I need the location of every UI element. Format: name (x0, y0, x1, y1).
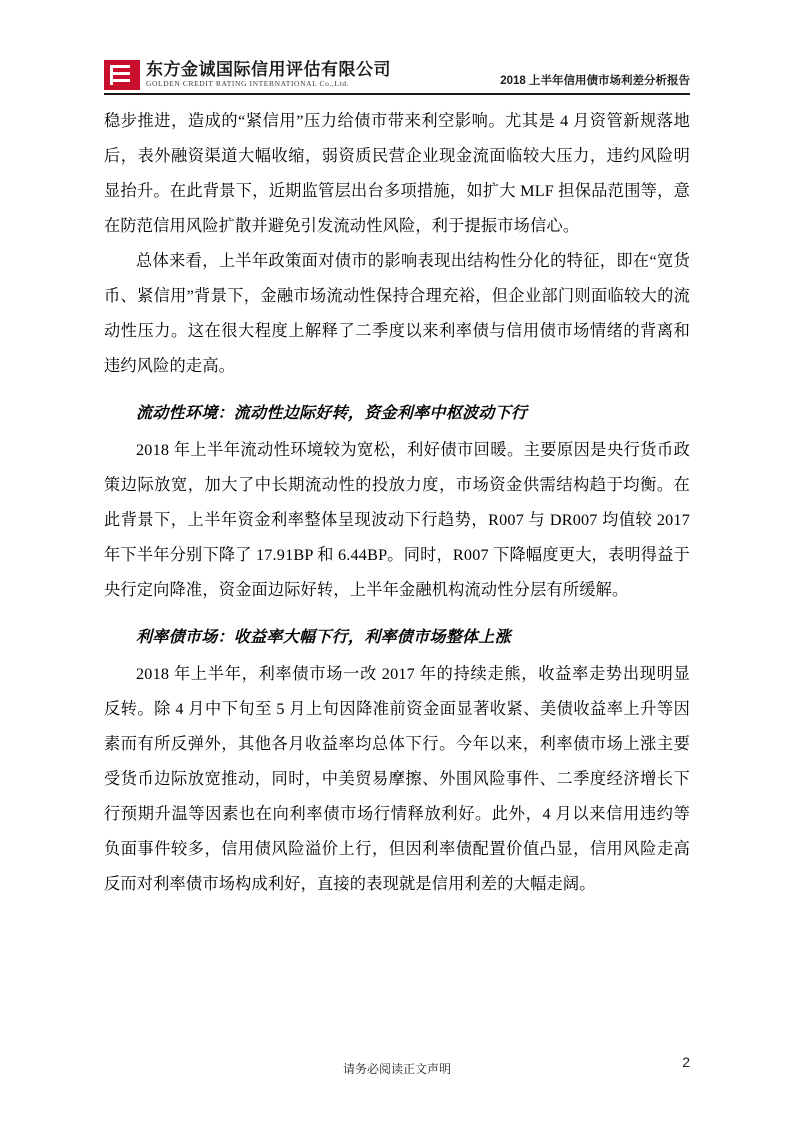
paragraph-liquidity: 2018 年上半年流动性环境较为宽松，利好债市回暖。主要原因是央行货币政策边际放宽，加大了中长期流动性的投放力度，市场资金供需结构趋于均衡。在此背景下，上半年资金利率整体呈现波动下行趋势，R007 与 DR007 均值较 2017 年下半年分别下降了 17.91BP 和 6.44BP。同时，R007 下降幅度更大，表明得益于央行定向降准，资金面边际好转，上半年金融机构流动性分层有所缓解。 (104, 441, 690, 599)
company-name-cn: 东方金诚国际信用评估有限公司 (146, 60, 391, 79)
footer-notice: 请务必阅读正文声明 (342, 1062, 451, 1076)
page-number: 2 (682, 1054, 690, 1070)
page-header (104, 48, 690, 90)
section-heading-liquidity: 流动性环境：流动性边际好转，资金利率中枢波动下行 (136, 405, 528, 422)
company-name-en: GOLDEN CREDIT RATING INTERNATIONAL Co.,Ltd. (146, 79, 350, 88)
paragraph-continued: 稳步推进，造成的“紧信用”压力给债市带来利空影响。尤其是 4 月资管新规落地后，表外融资渠道大幅收缩，弱资质民营企业现金流面临较大压力，违约风险明显抬升。在此背景下，近期监管层出台多项措施，如扩大 MLF 担保品范围等，意在防范信用风险扩散并避免引发流动性风险，利于提振市场信心。 (104, 112, 690, 235)
company-logo (104, 60, 391, 90)
header-divider (104, 93, 690, 95)
company-logo-mark-icon (104, 60, 140, 90)
report-title: 2018 上半年信用债市场利差分析报告 (500, 75, 690, 87)
document-body (104, 104, 690, 902)
paragraph-overall: 总体来看，上半年政策面对债市的影响表现出结构性分化的特征，即在“宽货币、紧信用”背景下，金融市场流动性保持合理充裕，但企业部门则面临较大的流动性压力。这在很大程度上解释了二季度以来利率债与信用债市场情绪的背离和违约风险的走高。 (104, 252, 690, 375)
section-heading-rate-bond: 利率债市场：收益率大幅下行，利率债市场整体上涨 (136, 629, 511, 646)
page-footer (104, 1054, 690, 1084)
paragraph-rate-bond: 2018 年上半年，利率债市场一改 2017 年的持续走熊，收益率走势出现明显反转。除 4 月中下旬至 5 月上旬因降准前资金面显著收紧、美债收益率上升等因素而有所反弹外，其他各月收益率均总体下行。今年以来，利率债市场上涨主要受货币边际放宽推动，同时，中美贸易摩擦、外围风险事件、二季度经济增长下行预期升温等因素也在向利率债市场行情释放利好。此外，4 月以来信用违约等负面事件较多，信用债风险溢价上行，但因利率债配置价值凸显，信用风险走高反而对利率债市场构成利好，直接的表现就是信用利差的大幅走阔。 (104, 665, 690, 893)
